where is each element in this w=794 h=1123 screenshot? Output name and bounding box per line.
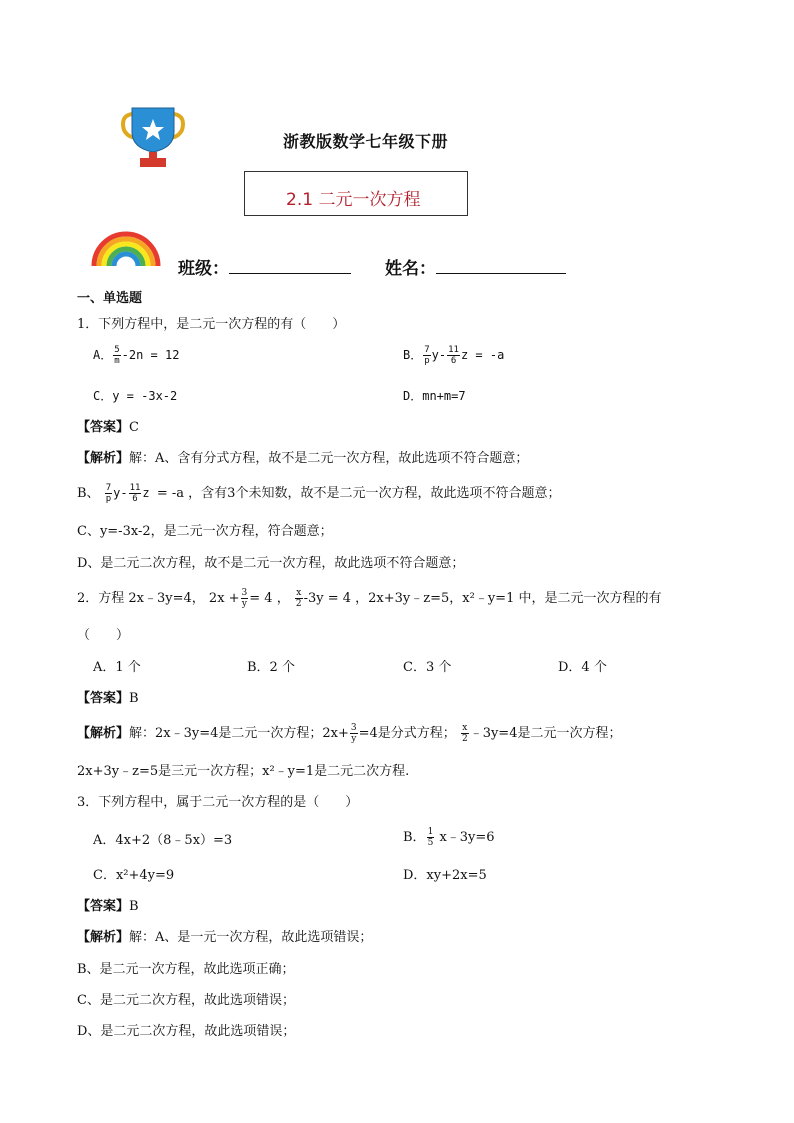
q1-option-b: B． $\frac{7}{p}$ y- $\frac{11}{6}$ z = -a xyxy=(403,345,505,366)
name-label: 姓名： xyxy=(385,259,436,279)
q2-answer: 【答案】B xyxy=(77,691,139,706)
q3-analysis-1: 【解析】解：A、是一元一次方程，故此选项错误； xyxy=(77,930,373,945)
q3-option-b: B． $\frac{1}{5}$ x﹣3y=6 xyxy=(403,827,495,848)
q3-answer: 【答案】B xyxy=(77,899,139,914)
q1-analysis-3: C、y=-3x-2，是二元一次方程，符合题意； xyxy=(77,524,333,539)
class-label: 班级： xyxy=(178,259,229,279)
trophy-icon xyxy=(118,102,188,172)
q3-option-d: D．xy+2x=5 xyxy=(403,868,487,883)
q2-option-a: A．1 个 xyxy=(93,660,141,675)
q1-answer: 【答案】C xyxy=(77,420,139,435)
section-heading: 一、单选题 xyxy=(77,291,143,306)
q2-option-c: C．3 个 xyxy=(403,660,452,675)
q3-analysis-4: D、是二元二次方程，故此选项错误； xyxy=(77,1024,296,1039)
q1-option-c: C．y = -3x-2 xyxy=(93,389,178,403)
q2-analysis-2: 2x+3y﹣z=5是三元一次方程；x²﹣y=1是二元二次方程. xyxy=(77,764,410,779)
q3-stem: 3．下列方程中，属于二元一次方程的是（ ） xyxy=(77,795,359,810)
q1-analysis-2: B、 $\frac{7}{p}$ y- $\frac{11}{6}$ z = -a ，含有3个未知数，故不是二元一次方程，故此选项不符合题意； xyxy=(77,483,561,504)
q2-option-b: B．2 个 xyxy=(247,660,295,675)
q3-option-a: A．4x+2（8﹣5x）=3 xyxy=(93,833,233,848)
q2-stem: 2．方程 2x﹣3y=4， 2x + $\frac{3}{y}$ = 4 ， $\frac{x}{2}$ -3y = 4 ，2x+3y﹣z=5，x²﹣y=1 中，是二元一次方程的有 xyxy=(77,588,662,609)
q2-option-d: D．4 个 xyxy=(558,660,607,675)
subtitle: 2.1 二元一次方程 xyxy=(286,190,421,210)
q2-analysis-1: 【解析】解：2x﹣3y=4是二元一次方程；2x+ $\frac{3}{y}$ =4是分式方程； $\frac{x}{2}$ ﹣3y=4是二元一次方程； xyxy=(77,723,622,744)
q1-stem: 1．下列方程中，是二元一次方程的有（ ） xyxy=(77,317,346,332)
q1-option-d: D．mn+m=7 xyxy=(403,389,466,403)
q1-analysis-1: 【解析】解：A、含有分式方程，故不是二元一次方程，故此选项不符合题意； xyxy=(77,451,529,466)
rainbow-icon xyxy=(90,228,162,268)
q1-option-a: A． $\frac{5}{m}$ -2n = 12 xyxy=(93,345,180,366)
class-field[interactable] xyxy=(229,257,351,274)
page-title: 浙教版数学七年级下册 xyxy=(283,132,449,151)
name-field[interactable] xyxy=(436,257,566,274)
q3-analysis-2: B、是二元一次方程，故此选项正确； xyxy=(77,962,295,977)
q3-option-c: C．x²+4y=9 xyxy=(93,868,175,883)
q3-analysis-3: C、是二元二次方程，故此选项错误； xyxy=(77,993,295,1008)
q2-stem-2: （ ） xyxy=(77,628,130,643)
q1-analysis-4: D、是二元二次方程，故不是二元一次方程，故此选项不符合题意； xyxy=(77,556,465,571)
